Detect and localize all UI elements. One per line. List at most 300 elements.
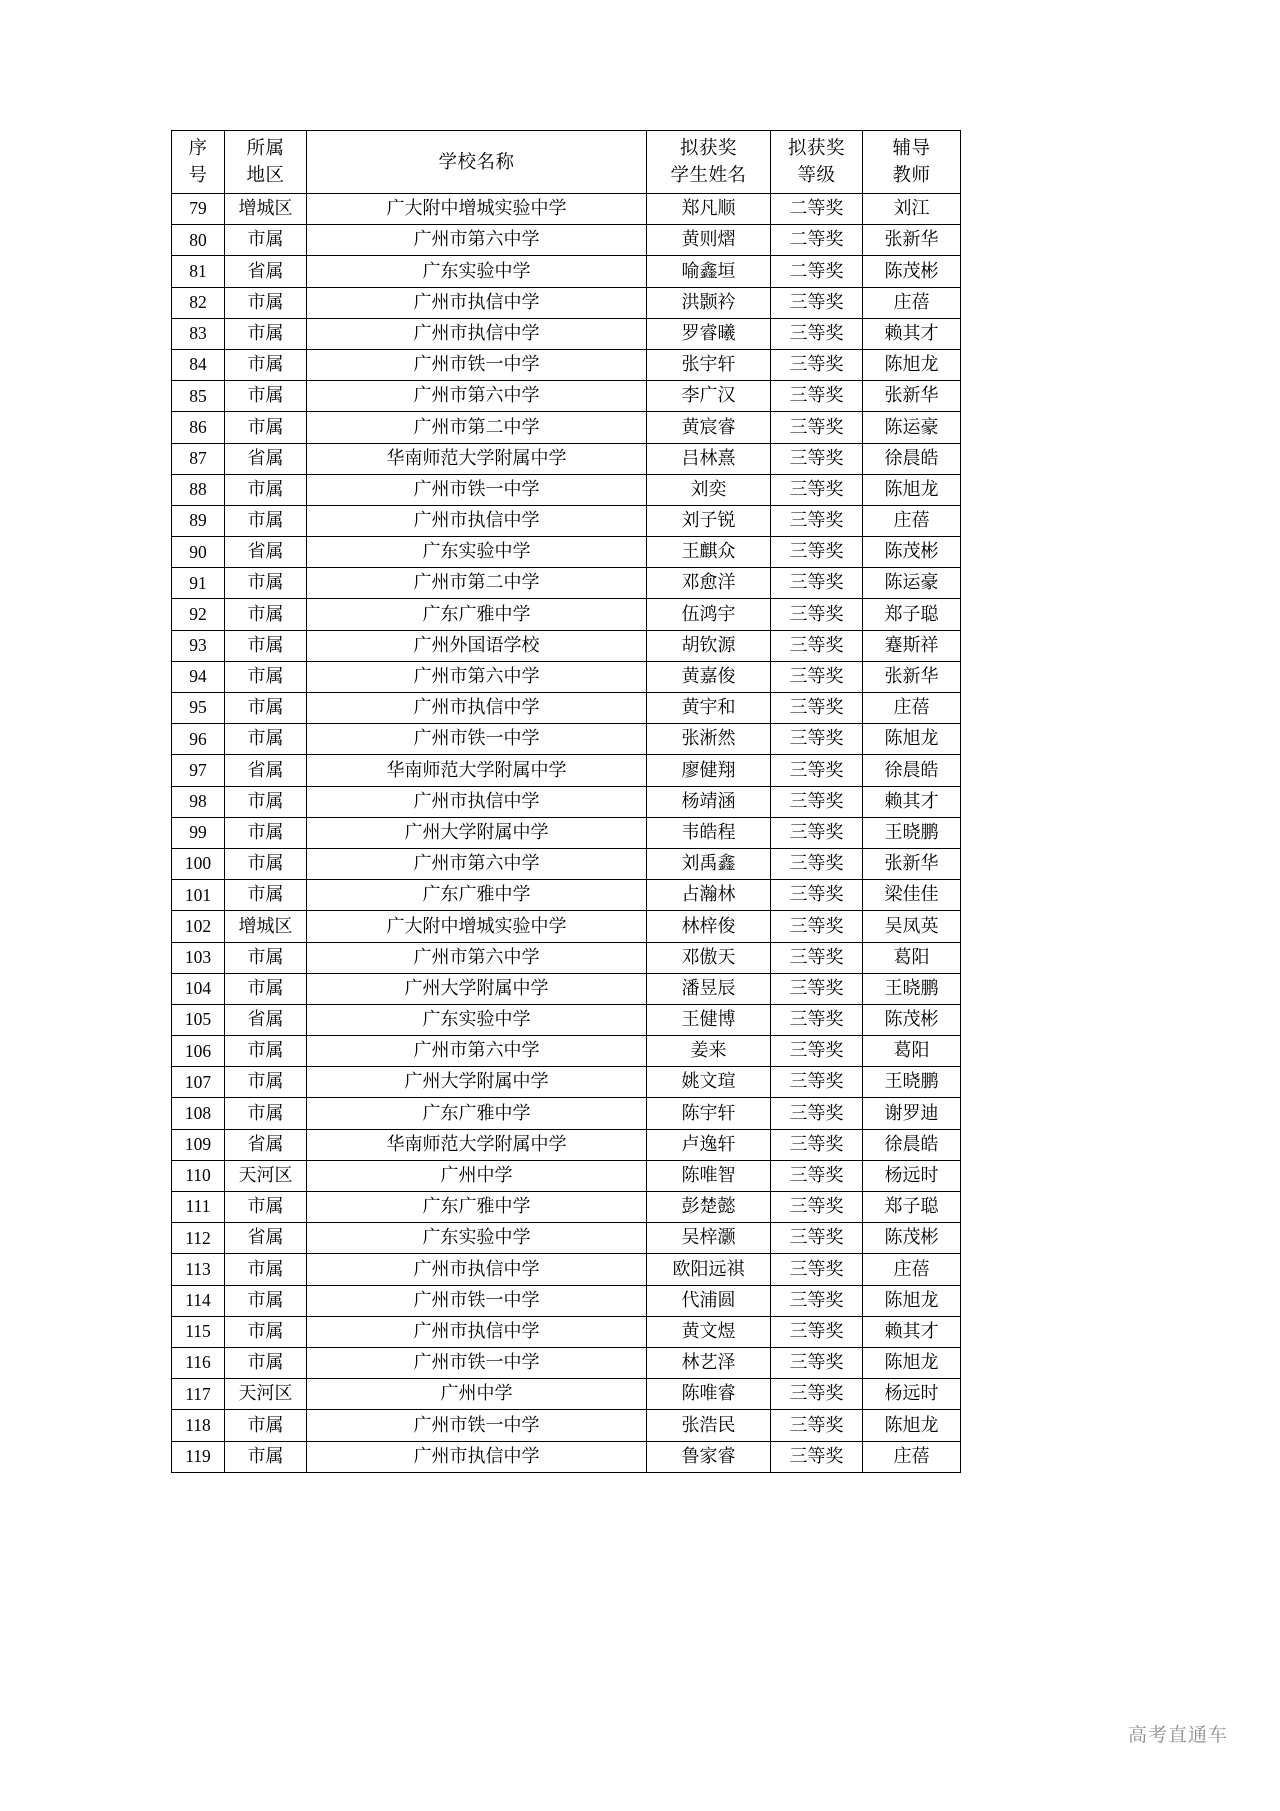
- cell-student: 姚文瑄: [647, 1067, 771, 1098]
- cell-teacher: 陈旭龙: [863, 724, 961, 755]
- table-row: [172, 1067, 961, 1098]
- cell-student: 邓愈洋: [647, 568, 771, 599]
- cell-teacher: 郑子聪: [863, 1192, 961, 1223]
- cell-teacher: 庄蓓: [863, 1254, 961, 1285]
- cell-index: 82: [172, 287, 225, 318]
- table-row: [172, 225, 961, 256]
- table-row: [172, 1036, 961, 1067]
- cell-index: 106: [172, 1036, 225, 1067]
- cell-school: 广州市执信中学: [307, 1441, 647, 1472]
- cell-school: 广东实验中学: [307, 256, 647, 287]
- column-header-region-line1: 所属: [246, 137, 285, 159]
- cell-school: 广州市铁一中学: [307, 1410, 647, 1441]
- cell-region: 市属: [225, 630, 307, 661]
- table-row: [172, 1223, 961, 1254]
- cell-index: 90: [172, 537, 225, 568]
- cell-school: 广州大学附属中学: [307, 1067, 647, 1098]
- cell-level: 三等奖: [771, 1347, 863, 1378]
- cell-school: 广州市第六中学: [307, 381, 647, 412]
- cell-region: 市属: [225, 817, 307, 848]
- cell-student: 郑凡顺: [647, 194, 771, 225]
- cell-region: 省属: [225, 1129, 307, 1160]
- cell-school: 广州市执信中学: [307, 1316, 647, 1347]
- cell-level: 三等奖: [771, 1129, 863, 1160]
- table-row: [172, 1379, 961, 1410]
- cell-student: 陈宇轩: [647, 1098, 771, 1129]
- cell-school: 广州市执信中学: [307, 505, 647, 536]
- cell-index: 85: [172, 381, 225, 412]
- cell-teacher: 陈旭龙: [863, 1410, 961, 1441]
- cell-region: 市属: [225, 318, 307, 349]
- cell-index: 86: [172, 412, 225, 443]
- cell-region: 省属: [225, 755, 307, 786]
- cell-school: 广州市执信中学: [307, 318, 647, 349]
- cell-student: 王麒众: [647, 537, 771, 568]
- cell-level: 二等奖: [771, 256, 863, 287]
- cell-student: 吴梓灏: [647, 1223, 771, 1254]
- cell-index: 112: [172, 1223, 225, 1254]
- cell-level: 三等奖: [771, 755, 863, 786]
- cell-school: 广州外国语学校: [307, 630, 647, 661]
- cell-school: 广东广雅中学: [307, 599, 647, 630]
- cell-region: 市属: [225, 287, 307, 318]
- cell-region: 市属: [225, 568, 307, 599]
- cell-region: 市属: [225, 381, 307, 412]
- cell-region: 省属: [225, 1004, 307, 1035]
- cell-level: 三等奖: [771, 1285, 863, 1316]
- cell-index: 95: [172, 693, 225, 724]
- cell-student: 罗睿曦: [647, 318, 771, 349]
- cell-student: 鲁家睿: [647, 1441, 771, 1472]
- table-row: [172, 1410, 961, 1441]
- cell-school: 广东广雅中学: [307, 1192, 647, 1223]
- table-row: [172, 194, 961, 225]
- cell-region: 市属: [225, 661, 307, 692]
- cell-teacher: 葛阳: [863, 1036, 961, 1067]
- cell-teacher: 陈茂彬: [863, 1223, 961, 1254]
- table-row: [172, 505, 961, 536]
- cell-index: 81: [172, 256, 225, 287]
- cell-level: 三等奖: [771, 1254, 863, 1285]
- cell-region: 市属: [225, 1098, 307, 1129]
- table-row: [172, 443, 961, 474]
- table-row: [172, 973, 961, 1004]
- cell-school: 广州市第二中学: [307, 568, 647, 599]
- column-header-index-line1: 序: [188, 137, 208, 159]
- cell-student: 姜来: [647, 1036, 771, 1067]
- cell-region: 市属: [225, 599, 307, 630]
- cell-teacher: 郑子聪: [863, 599, 961, 630]
- cell-index: 114: [172, 1285, 225, 1316]
- cell-index: 79: [172, 194, 225, 225]
- table-row: [172, 318, 961, 349]
- cell-index: 111: [172, 1192, 225, 1223]
- cell-student: 黄嘉俊: [647, 661, 771, 692]
- table-row: [172, 1160, 961, 1191]
- cell-region: 市属: [225, 1316, 307, 1347]
- cell-school: 广州大学附属中学: [307, 817, 647, 848]
- cell-teacher: 刘江: [863, 194, 961, 225]
- cell-teacher: 陈茂彬: [863, 1004, 961, 1035]
- cell-region: 市属: [225, 1254, 307, 1285]
- cell-level: 三等奖: [771, 1410, 863, 1441]
- cell-level: 三等奖: [771, 1441, 863, 1472]
- cell-level: 三等奖: [771, 318, 863, 349]
- award-table-container: [171, 130, 960, 1473]
- cell-school: 广州市执信中学: [307, 287, 647, 318]
- cell-student: 刘奕: [647, 474, 771, 505]
- column-header-student: [647, 131, 771, 194]
- cell-student: 陈唯智: [647, 1160, 771, 1191]
- cell-student: 喻鑫垣: [647, 256, 771, 287]
- cell-index: 87: [172, 443, 225, 474]
- cell-level: 三等奖: [771, 1067, 863, 1098]
- cell-level: 三等奖: [771, 817, 863, 848]
- cell-index: 100: [172, 848, 225, 879]
- cell-index: 103: [172, 942, 225, 973]
- cell-student: 彭楚懿: [647, 1192, 771, 1223]
- cell-school: 广东实验中学: [307, 1004, 647, 1035]
- cell-student: 卢逸轩: [647, 1129, 771, 1160]
- table-row: [172, 1254, 961, 1285]
- cell-student: 伍鸿宇: [647, 599, 771, 630]
- cell-index: 98: [172, 786, 225, 817]
- cell-region: 省属: [225, 537, 307, 568]
- cell-teacher: 张新华: [863, 381, 961, 412]
- cell-index: 83: [172, 318, 225, 349]
- cell-index: 119: [172, 1441, 225, 1472]
- cell-region: 市属: [225, 880, 307, 911]
- cell-region: 天河区: [225, 1379, 307, 1410]
- cell-teacher: 庄蓓: [863, 287, 961, 318]
- column-header-teacher: [863, 131, 961, 194]
- table-row: [172, 568, 961, 599]
- cell-school: 广州市第六中学: [307, 661, 647, 692]
- cell-student: 代浦圆: [647, 1285, 771, 1316]
- cell-student: 刘禹鑫: [647, 848, 771, 879]
- column-header-region: [225, 131, 307, 194]
- cell-level: 三等奖: [771, 474, 863, 505]
- cell-student: 洪颢衿: [647, 287, 771, 318]
- table-row: [172, 474, 961, 505]
- cell-region: 省属: [225, 1223, 307, 1254]
- cell-index: 97: [172, 755, 225, 786]
- cell-student: 韦皓程: [647, 817, 771, 848]
- cell-teacher: 陈旭龙: [863, 1347, 961, 1378]
- table-row: [172, 942, 961, 973]
- table-body: [172, 194, 961, 1473]
- cell-region: 市属: [225, 1036, 307, 1067]
- cell-teacher: 杨远时: [863, 1160, 961, 1191]
- cell-teacher: 庄蓓: [863, 505, 961, 536]
- cell-level: 三等奖: [771, 1316, 863, 1347]
- cell-index: 117: [172, 1379, 225, 1410]
- cell-teacher: 蹇斯祥: [863, 630, 961, 661]
- cell-region: 市属: [225, 942, 307, 973]
- cell-student: 陈唯睿: [647, 1379, 771, 1410]
- cell-school: 广州市执信中学: [307, 1254, 647, 1285]
- cell-level: 三等奖: [771, 505, 863, 536]
- table-row: [172, 349, 961, 380]
- cell-school: 广州市第六中学: [307, 225, 647, 256]
- cell-region: 市属: [225, 1192, 307, 1223]
- table-row: [172, 724, 961, 755]
- column-header-school-line1: 学校名称: [438, 150, 515, 172]
- cell-student: 刘子锐: [647, 505, 771, 536]
- table-row: [172, 1441, 961, 1472]
- table-row: [172, 630, 961, 661]
- cell-teacher: 葛阳: [863, 942, 961, 973]
- cell-teacher: 王晓鹏: [863, 817, 961, 848]
- cell-level: 三等奖: [771, 1379, 863, 1410]
- cell-student: 黄则熠: [647, 225, 771, 256]
- cell-school: 广州市第六中学: [307, 1036, 647, 1067]
- cell-teacher: 杨远时: [863, 1379, 961, 1410]
- cell-level: 三等奖: [771, 880, 863, 911]
- table-row: [172, 1129, 961, 1160]
- cell-student: 张宇轩: [647, 349, 771, 380]
- cell-school: 华南师范大学附属中学: [307, 443, 647, 474]
- cell-student: 林梓俊: [647, 911, 771, 942]
- cell-school: 华南师范大学附属中学: [307, 755, 647, 786]
- cell-student: 张淅然: [647, 724, 771, 755]
- cell-index: 88: [172, 474, 225, 505]
- cell-school: 广东广雅中学: [307, 880, 647, 911]
- cell-school: 广大附中增城实验中学: [307, 194, 647, 225]
- cell-region: 市属: [225, 693, 307, 724]
- cell-school: 广州中学: [307, 1379, 647, 1410]
- cell-student: 林艺泽: [647, 1347, 771, 1378]
- cell-region: 市属: [225, 1410, 307, 1441]
- cell-level: 三等奖: [771, 786, 863, 817]
- cell-school: 广州市铁一中学: [307, 1285, 647, 1316]
- cell-index: 96: [172, 724, 225, 755]
- cell-teacher: 赖其才: [863, 1316, 961, 1347]
- cell-school: 广州大学附属中学: [307, 973, 647, 1004]
- table-row: [172, 1098, 961, 1129]
- cell-region: 天河区: [225, 1160, 307, 1191]
- cell-school: 广东实验中学: [307, 1223, 647, 1254]
- cell-index: 109: [172, 1129, 225, 1160]
- cell-index: 80: [172, 225, 225, 256]
- cell-teacher: 徐晨皓: [863, 1129, 961, 1160]
- cell-region: 市属: [225, 848, 307, 879]
- cell-level: 三等奖: [771, 661, 863, 692]
- cell-region: 市属: [225, 505, 307, 536]
- cell-level: 二等奖: [771, 194, 863, 225]
- cell-region: 市属: [225, 412, 307, 443]
- cell-teacher: 庄蓓: [863, 1441, 961, 1472]
- table-row: [172, 755, 961, 786]
- cell-index: 102: [172, 911, 225, 942]
- cell-index: 89: [172, 505, 225, 536]
- cell-index: 101: [172, 880, 225, 911]
- table-row: [172, 1004, 961, 1035]
- cell-student: 占瀚林: [647, 880, 771, 911]
- cell-index: 92: [172, 599, 225, 630]
- cell-level: 三等奖: [771, 942, 863, 973]
- cell-region: 省属: [225, 443, 307, 474]
- cell-student: 廖健翔: [647, 755, 771, 786]
- cell-level: 三等奖: [771, 911, 863, 942]
- cell-school: 广大附中增城实验中学: [307, 911, 647, 942]
- table-row: [172, 1347, 961, 1378]
- cell-index: 99: [172, 817, 225, 848]
- table-row: [172, 911, 961, 942]
- cell-school: 广州市铁一中学: [307, 349, 647, 380]
- table-row: [172, 786, 961, 817]
- cell-level: 三等奖: [771, 287, 863, 318]
- cell-level: 三等奖: [771, 724, 863, 755]
- cell-teacher: 吴凤英: [863, 911, 961, 942]
- cell-level: 三等奖: [771, 693, 863, 724]
- cell-region: 市属: [225, 349, 307, 380]
- cell-level: 三等奖: [771, 1004, 863, 1035]
- cell-index: 110: [172, 1160, 225, 1191]
- cell-level: 三等奖: [771, 1036, 863, 1067]
- cell-region: 市属: [225, 474, 307, 505]
- cell-level: 三等奖: [771, 349, 863, 380]
- cell-teacher: 陈运豪: [863, 412, 961, 443]
- table-row: [172, 848, 961, 879]
- table-row: [172, 599, 961, 630]
- cell-school: 广东实验中学: [307, 537, 647, 568]
- cell-index: 93: [172, 630, 225, 661]
- cell-level: 三等奖: [771, 630, 863, 661]
- cell-level: 三等奖: [771, 848, 863, 879]
- table-row: [172, 1192, 961, 1223]
- cell-school: 广州市第六中学: [307, 848, 647, 879]
- cell-index: 94: [172, 661, 225, 692]
- column-header-teacher-line1: 辅导: [892, 137, 931, 159]
- cell-index: 116: [172, 1347, 225, 1378]
- cell-teacher: 张新华: [863, 225, 961, 256]
- cell-index: 115: [172, 1316, 225, 1347]
- cell-region: 增城区: [225, 194, 307, 225]
- cell-teacher: 庄蓓: [863, 693, 961, 724]
- cell-level: 三等奖: [771, 568, 863, 599]
- column-header-level-line2: 等级: [797, 164, 836, 185]
- cell-student: 李广汉: [647, 381, 771, 412]
- cell-student: 邓傲天: [647, 942, 771, 973]
- cell-teacher: 赖其才: [863, 318, 961, 349]
- table-row: [172, 1285, 961, 1316]
- column-header-student-line1: 拟获奖: [679, 137, 737, 159]
- cell-region: 市属: [225, 1347, 307, 1378]
- cell-region: 市属: [225, 1067, 307, 1098]
- cell-school: 广州市第六中学: [307, 942, 647, 973]
- cell-index: 105: [172, 1004, 225, 1035]
- cell-school: 广州市第二中学: [307, 412, 647, 443]
- cell-index: 113: [172, 1254, 225, 1285]
- cell-region: 市属: [225, 786, 307, 817]
- watermark: 高考直通车: [1127, 1725, 1228, 1746]
- cell-region: 市属: [225, 225, 307, 256]
- cell-teacher: 徐晨皓: [863, 755, 961, 786]
- cell-teacher: 陈运豪: [863, 568, 961, 599]
- cell-region: 市属: [225, 724, 307, 755]
- cell-student: 胡钦源: [647, 630, 771, 661]
- cell-region: 市属: [225, 973, 307, 1004]
- column-header-level-line1: 拟获奖: [787, 137, 845, 159]
- cell-school: 广州市铁一中学: [307, 1347, 647, 1378]
- cell-index: 107: [172, 1067, 225, 1098]
- cell-student: 张浩民: [647, 1410, 771, 1441]
- cell-region: 市属: [225, 1285, 307, 1316]
- cell-school: 广州市执信中学: [307, 786, 647, 817]
- table-header-row: [172, 131, 961, 194]
- cell-student: 黄宸睿: [647, 412, 771, 443]
- table-row: [172, 381, 961, 412]
- column-header-teacher-line2: 教师: [892, 164, 931, 185]
- table-row: [172, 412, 961, 443]
- column-header-region-line2: 地区: [246, 164, 285, 185]
- cell-teacher: 陈茂彬: [863, 256, 961, 287]
- cell-level: 三等奖: [771, 1098, 863, 1129]
- cell-level: 三等奖: [771, 1192, 863, 1223]
- cell-school: 广州市执信中学: [307, 693, 647, 724]
- cell-student: 黄宇和: [647, 693, 771, 724]
- table-row: [172, 817, 961, 848]
- cell-student: 欧阳远祺: [647, 1254, 771, 1285]
- cell-index: 108: [172, 1098, 225, 1129]
- cell-level: 三等奖: [771, 1223, 863, 1254]
- cell-region: 增城区: [225, 911, 307, 942]
- table-row: [172, 693, 961, 724]
- table-row: [172, 287, 961, 318]
- cell-teacher: 张新华: [863, 848, 961, 879]
- table-header: [172, 131, 961, 194]
- cell-level: 三等奖: [771, 1160, 863, 1191]
- cell-school: 广州市铁一中学: [307, 474, 647, 505]
- cell-region: 市属: [225, 1441, 307, 1472]
- cell-teacher: 王晓鹏: [863, 973, 961, 1004]
- cell-teacher: 张新华: [863, 661, 961, 692]
- cell-school: 广州市铁一中学: [307, 724, 647, 755]
- cell-level: 三等奖: [771, 973, 863, 1004]
- column-header-index-line2: 号: [188, 164, 208, 185]
- cell-level: 二等奖: [771, 225, 863, 256]
- column-header-index: [172, 131, 225, 194]
- cell-student: 吕林熹: [647, 443, 771, 474]
- cell-level: 三等奖: [771, 381, 863, 412]
- cell-level: 三等奖: [771, 599, 863, 630]
- column-header-level: [771, 131, 863, 194]
- column-header-student-line2: 学生姓名: [670, 164, 747, 185]
- cell-student: 杨靖涵: [647, 786, 771, 817]
- cell-student: 黄文煜: [647, 1316, 771, 1347]
- cell-level: 三等奖: [771, 443, 863, 474]
- cell-index: 118: [172, 1410, 225, 1441]
- cell-index: 84: [172, 349, 225, 380]
- table-row: [172, 537, 961, 568]
- cell-teacher: 王晓鹏: [863, 1067, 961, 1098]
- cell-school: 华南师范大学附属中学: [307, 1129, 647, 1160]
- cell-teacher: 徐晨皓: [863, 443, 961, 474]
- cell-student: 潘昱辰: [647, 973, 771, 1004]
- table-row: [172, 256, 961, 287]
- cell-level: 三等奖: [771, 537, 863, 568]
- cell-teacher: 赖其才: [863, 786, 961, 817]
- cell-teacher: 陈旭龙: [863, 1285, 961, 1316]
- cell-teacher: 梁佳佳: [863, 880, 961, 911]
- table-row: [172, 880, 961, 911]
- cell-level: 三等奖: [771, 412, 863, 443]
- cell-teacher: 陈茂彬: [863, 537, 961, 568]
- cell-teacher: 谢罗迪: [863, 1098, 961, 1129]
- cell-school: 广州中学: [307, 1160, 647, 1191]
- table-row: [172, 1316, 961, 1347]
